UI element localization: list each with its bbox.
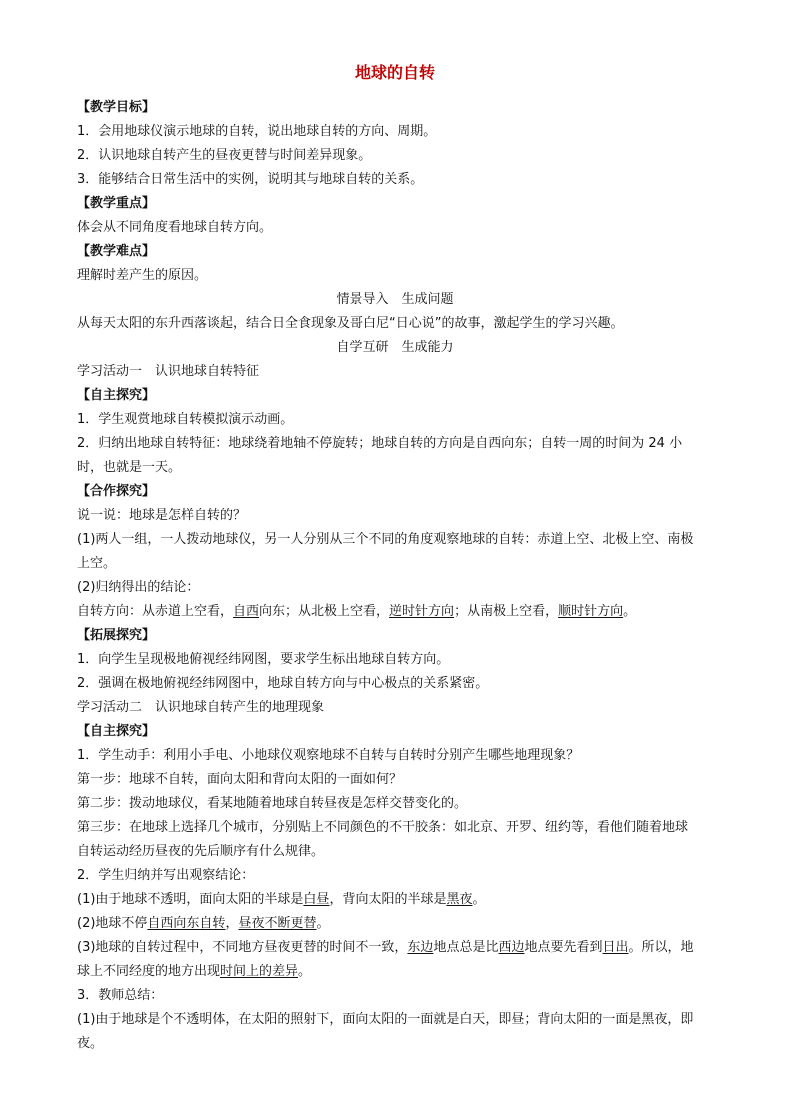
activity2-explore-heading: 【自主探究】 <box>77 724 156 739</box>
difficult-heading: 【教学难点】 <box>77 244 156 259</box>
text-segment: 地点要先看到 <box>524 940 603 955</box>
activity1-explore-heading: 【自主探究】 <box>77 388 156 403</box>
activity1-title: 学习活动一 认识地球自转特征 <box>77 364 260 379</box>
answer-blank: 时间上的差异 <box>220 964 299 979</box>
key-text: 体会从不同角度看地球自转方向。 <box>77 220 273 235</box>
answer-blank: 黑夜 <box>446 892 473 907</box>
text-segment: 球上不同经度的地方出现 <box>77 964 221 979</box>
coop-step-1: (1)两人一组，一人拨动地球仪，另一人分别从三个不同的角度观察地球的自转：赤道上空、北极上空、南极 <box>77 532 694 547</box>
coop-step-2: (2)归纳得出的结论： <box>77 580 200 595</box>
text-segment: 自转方向：从赤道上空看， <box>77 604 234 619</box>
text-segment: (2)地球不停 <box>77 916 148 931</box>
self-study-heading: 自学互研 生成能力 <box>336 340 454 355</box>
answer-blank: 昼夜不断更替 <box>238 916 317 931</box>
goal-item: 2．认识地球自转产生的昼夜更替与时间差异现象。 <box>77 148 372 163</box>
conclusion-3-cont <box>77 962 311 982</box>
summary-1: (1)由于地球是个不透明体，在太阳的照射下，面向太阳的一面就是白天，即昼；背向太阳的一面是黑夜，即 <box>77 1012 694 1027</box>
step-3: 第三步：在地球上选择几个城市，分别贴上不同颜色的不干胶条：如北京、开罗、纽约等，看他们随着地球 <box>77 820 689 835</box>
conclusion-3 <box>77 938 694 958</box>
ext-heading: 【拓展探究】 <box>77 628 156 643</box>
text-segment: 。 <box>623 604 637 619</box>
text-segment: ；从南极上空看， <box>454 604 559 619</box>
explore-item: 1．学生观赏地球自转模拟演示动画。 <box>77 412 294 427</box>
text-segment: 。所以，地 <box>628 940 694 955</box>
answer-blank: 自西向东自转 <box>147 916 226 931</box>
activity2-item-2: 2．学生归纳并写出观察结论： <box>77 868 255 883</box>
activity2-item-3: 3．教师总结： <box>77 988 164 1003</box>
answer-blank: 东边 <box>407 940 434 955</box>
key-heading: 【教学重点】 <box>77 196 156 211</box>
goal-item: 3．能够结合日常生活中的实例，说明其与地球自转的关系。 <box>77 172 424 187</box>
document-title: 地球的自转 <box>354 63 435 82</box>
coop-question: 说一说：地球是怎样自转的？ <box>77 508 247 523</box>
goals-heading: 【教学目标】 <box>77 100 156 115</box>
coop-heading: 【合作探究】 <box>77 484 156 499</box>
answer-blank: 顺时针方向 <box>558 604 624 619</box>
text-segment: 。 <box>316 916 330 931</box>
activity2-item-1: 1．学生动手：利用小手电、小地球仪观察地球不自转与自转时分别产生哪些地理现象？ <box>77 748 580 763</box>
intro-heading: 情景导入 生成问题 <box>336 292 454 307</box>
answer-blank: 白昼 <box>303 892 330 907</box>
difficult-text: 理解时差产生的原因。 <box>77 268 208 283</box>
ext-item: 1．向学生呈现极地俯视经纬网图，要求学生标出地球自转方向。 <box>77 652 450 667</box>
text-segment: (1)由于地球不透明，面向太阳的半球是 <box>77 892 304 907</box>
answer-blank: 西边 <box>498 940 525 955</box>
conclusion-2 <box>77 914 329 934</box>
answer-blank: 自西 <box>233 604 260 619</box>
text-segment: (3)地球的自转过程中，不同地方昼夜更替的时间不一致， <box>77 940 408 955</box>
text-segment: ，背向太阳的半球是 <box>329 892 447 907</box>
explore-item-cont: 时，也就是一天。 <box>77 460 182 475</box>
rotation-direction-line <box>77 602 636 622</box>
text-segment: ， <box>225 916 239 931</box>
step-3-cont: 自转运动经历昼夜的先后顺序有什么规律。 <box>77 844 325 859</box>
activity2-title: 学习活动二 认识地球自转产生的地理现象 <box>77 700 325 715</box>
ext-item: 2．强调在极地俯视经纬网图中，地球自转方向与中心极点的关系紧密。 <box>77 676 489 691</box>
answer-blank: 日出 <box>602 940 629 955</box>
conclusion-1 <box>77 890 485 910</box>
goal-item: 1．会用地球仪演示地球的自转，说出地球自转的方向、周期。 <box>77 124 437 139</box>
intro-text: 从每天太阳的东升西落谈起，结合日全食现象及哥白尼“日心说”的故事，激起学生的学习兴趣。 <box>77 316 624 331</box>
text-segment: 地点总是比 <box>433 940 499 955</box>
answer-blank: 逆时针方向 <box>389 604 455 619</box>
text-segment: 向东；从北极上空看， <box>259 604 390 619</box>
explore-item: 2．归纳出地球自转特征：地球绕着地轴不停旋转；地球自转的方向是自西向东；自转一周的时间为 24 小 <box>77 436 683 451</box>
step-1: 第一步：地球不自转，面向太阳和背向太阳的一面如何？ <box>77 772 403 787</box>
text-segment: 。 <box>472 892 486 907</box>
coop-step-1-cont: 上空。 <box>77 556 117 571</box>
step-2: 第二步：拨动地球仪，看某地随着地球自转昼夜是怎样交替变化的。 <box>77 796 468 811</box>
summary-1-cont: 夜。 <box>77 1036 104 1051</box>
text-segment: 。 <box>298 964 312 979</box>
